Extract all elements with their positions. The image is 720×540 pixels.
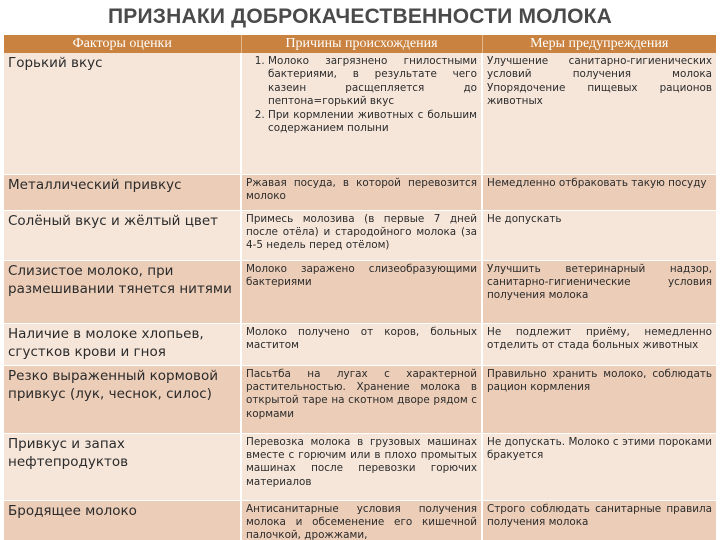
milk-quality-table <box>4 35 716 540</box>
factor-cell: Солёный вкус и жёлтый цвет <box>4 210 241 260</box>
table-row <box>4 365 716 433</box>
cause-list-item: 1. Молоко загрязнено гнилостными бактериями, в результате чего казеин расщепляется до пептона=горький вкус <box>268 55 477 109</box>
prevention-cell: Улучшение санитарно-гигиенических условий получения молока Упорядочение пищевых рационов животных <box>482 53 716 174</box>
table-row <box>4 260 716 323</box>
cause-cell: Ржавая посуда, в которой перевозится молоко <box>241 174 482 210</box>
cause-cell <box>241 53 482 174</box>
factor-cell: Металлический привкус <box>4 174 241 210</box>
prevention-cell: Не допускать. Молоко с этими пороками бракуется <box>482 433 716 500</box>
cause-cell: Пасьтба на лугах с характерной растительностью. Хранение молока в открытой таре на скотном дворе рядом с кормами <box>241 365 482 433</box>
table-header-row <box>4 35 716 53</box>
cause-cell: Молоко получено от коров, больных маститом <box>241 323 482 365</box>
cause-cell: Примесь молозива (в первые 7 дней после отёла) и стародойного молока (за 4-5 недель перед отёлом) <box>241 210 482 260</box>
factor-cell: Слизистое молоко, при размешивании тянется нитями <box>4 260 241 323</box>
prevention-cell: Немедленно отбраковать такую посуду <box>482 174 716 210</box>
column-header-factors: Факторы оценки <box>4 35 241 53</box>
table-row <box>4 323 716 365</box>
table-row <box>4 433 716 500</box>
cause-cell: Антисанитарные условия получения молока и обсеменение его кишечной палочкой, дрожжами, <box>241 500 482 540</box>
factor-cell: Привкус и запах нефтепродуктов <box>4 433 241 500</box>
table-row <box>4 210 716 260</box>
prevention-cell: Улучшить ветеринарный надзор, санитарно-гигиенические условия получения молока <box>482 260 716 323</box>
factor-cell: Наличие в молоке хлопьев, сгустков крови и гноя <box>4 323 241 365</box>
cause-cell: Перевозка молока в грузовых машинах вместе с горючим или в плохо промытых машинах после перевозки горючих материалов <box>241 433 482 500</box>
factor-cell: Резко выраженный кормовой привкус (лук, чеснок, силос) <box>4 365 241 433</box>
column-header-causes: Причины происхождения <box>241 35 482 53</box>
cause-cell: Молоко заражено слизеобразующими бактериями <box>241 260 482 323</box>
prevention-cell: Строго соблюдать санитарные правила получения молока <box>482 500 716 540</box>
table-row <box>4 500 716 540</box>
factor-cell: Горький вкус <box>4 53 241 174</box>
prevention-cell: Не подлежит приёму, немедленно отделить от стада больных животных <box>482 323 716 365</box>
cause-list <box>246 55 477 135</box>
page-title: ПРИЗНАКИ ДОБРОКАЧЕСТВЕННОСТИ МОЛОКА <box>107 5 613 28</box>
table-row <box>4 53 716 174</box>
prevention-cell: Правильно хранить молоко, соблюдать рацион кормления <box>482 365 716 433</box>
column-header-prevention: Меры предупреждения <box>482 35 716 53</box>
table-row <box>4 174 716 210</box>
factor-cell: Бродящее молоко <box>4 500 241 540</box>
cause-list-item: 2. При кормлении животных с большим содержанием полыни <box>268 109 477 136</box>
prevention-cell: Не допускать <box>482 210 716 260</box>
